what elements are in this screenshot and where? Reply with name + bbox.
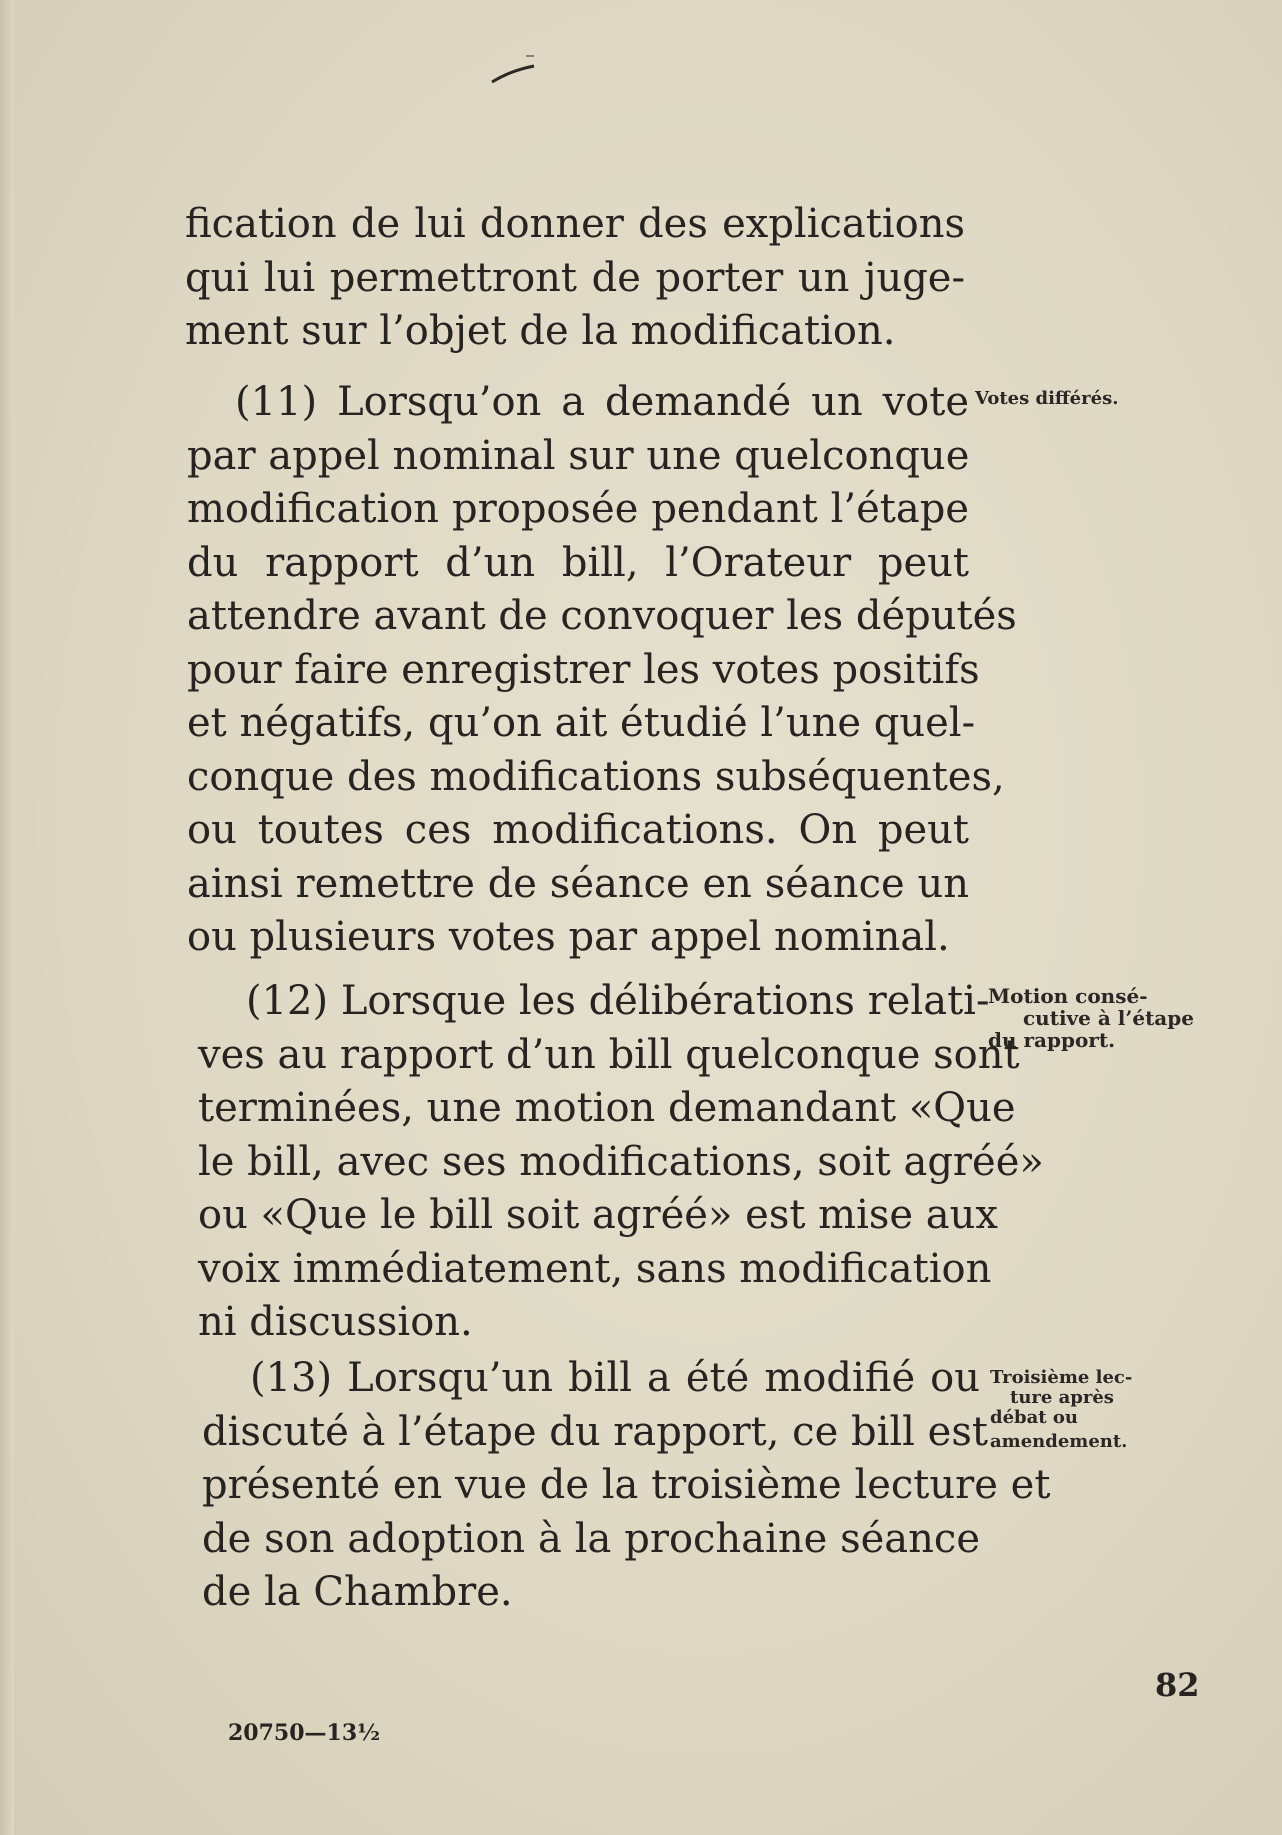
text-line: attendre avant de convoquer les députés xyxy=(187,593,1017,639)
text-line: fication de lui donner des explications xyxy=(185,201,965,247)
text-line: terminées, une motion demandant «Que xyxy=(198,1085,1016,1131)
margin-note-line: Troisième lec- xyxy=(990,1367,1133,1388)
text-line: qui lui permettront de porter un juge- xyxy=(185,254,965,301)
margin-note-line: cutive à l’étape xyxy=(1023,1006,1194,1030)
text-line: du rapport d’un bill, l’Orateur peut xyxy=(187,539,969,586)
margin-note-votes xyxy=(975,388,1118,410)
text-line: modification proposée pendant l’étape xyxy=(187,486,969,532)
paragraph-11 xyxy=(187,376,1017,965)
text-line: pour faire enregistrer les votes positifs xyxy=(187,646,980,693)
margin-note-motion xyxy=(988,985,1194,1051)
text-line: par appel nominal sur une quelconque xyxy=(187,432,970,479)
text-line: conque des modifications subséquentes, xyxy=(187,753,1005,800)
page-edge xyxy=(0,0,14,1835)
page-number: 82 xyxy=(1155,1666,1200,1704)
text-line: (12) Lorsque les délibérations relati- xyxy=(246,978,990,1024)
text-line: et négatifs, qu’on ait étudié l’une quel- xyxy=(187,700,976,746)
text-line: voix immédiatement, sans modification xyxy=(198,1245,992,1292)
margin-note-line: du rapport. xyxy=(988,1028,1116,1052)
text-line: ainsi remettre de séance en séance un xyxy=(187,860,969,907)
margin-note-line: Votes différés. xyxy=(975,388,1119,409)
text-line: présenté en vue de la troisième lecture et xyxy=(202,1462,1051,1508)
text-line: discuté à l’étape du rapport, ce bill est xyxy=(202,1408,988,1455)
text-line: ou «Que le bill soit agréé» est mise aux xyxy=(198,1192,998,1238)
paragraph-continuation xyxy=(185,198,965,359)
margin-note-line: Motion consé- xyxy=(988,984,1148,1008)
text-line: de son adoption à la prochaine séance xyxy=(202,1515,980,1562)
text-line: (13) Lorsqu’un bill a été modifié ou xyxy=(250,1355,980,1401)
margin-note-line: ture après xyxy=(1010,1387,1114,1408)
printer-signature: 20750—13½ xyxy=(228,1720,381,1746)
paragraph-12 xyxy=(198,975,1044,1350)
text-line: ou plusieurs votes par appel nominal. xyxy=(187,914,950,960)
text-line: ou toutes ces modifications. On peut xyxy=(187,807,969,853)
text-line: ves au rapport d’un bill quelconque sont xyxy=(198,1031,1020,1078)
margin-note-line: amendement. xyxy=(990,1431,1128,1452)
printer-mark-icon xyxy=(490,52,540,92)
margin-note-line: débat ou xyxy=(990,1407,1078,1428)
margin-note-troisieme xyxy=(990,1368,1132,1452)
text-line: ni discussion. xyxy=(198,1299,473,1345)
text-line: le bill, avec ses modifications, soit agréé» xyxy=(198,1138,1044,1185)
text-line: de la Chambre. xyxy=(202,1569,513,1615)
text-line: (11) Lorsqu’on a demandé un vote xyxy=(235,379,969,425)
text-line: ment sur l’objet de la modification. xyxy=(185,308,896,354)
